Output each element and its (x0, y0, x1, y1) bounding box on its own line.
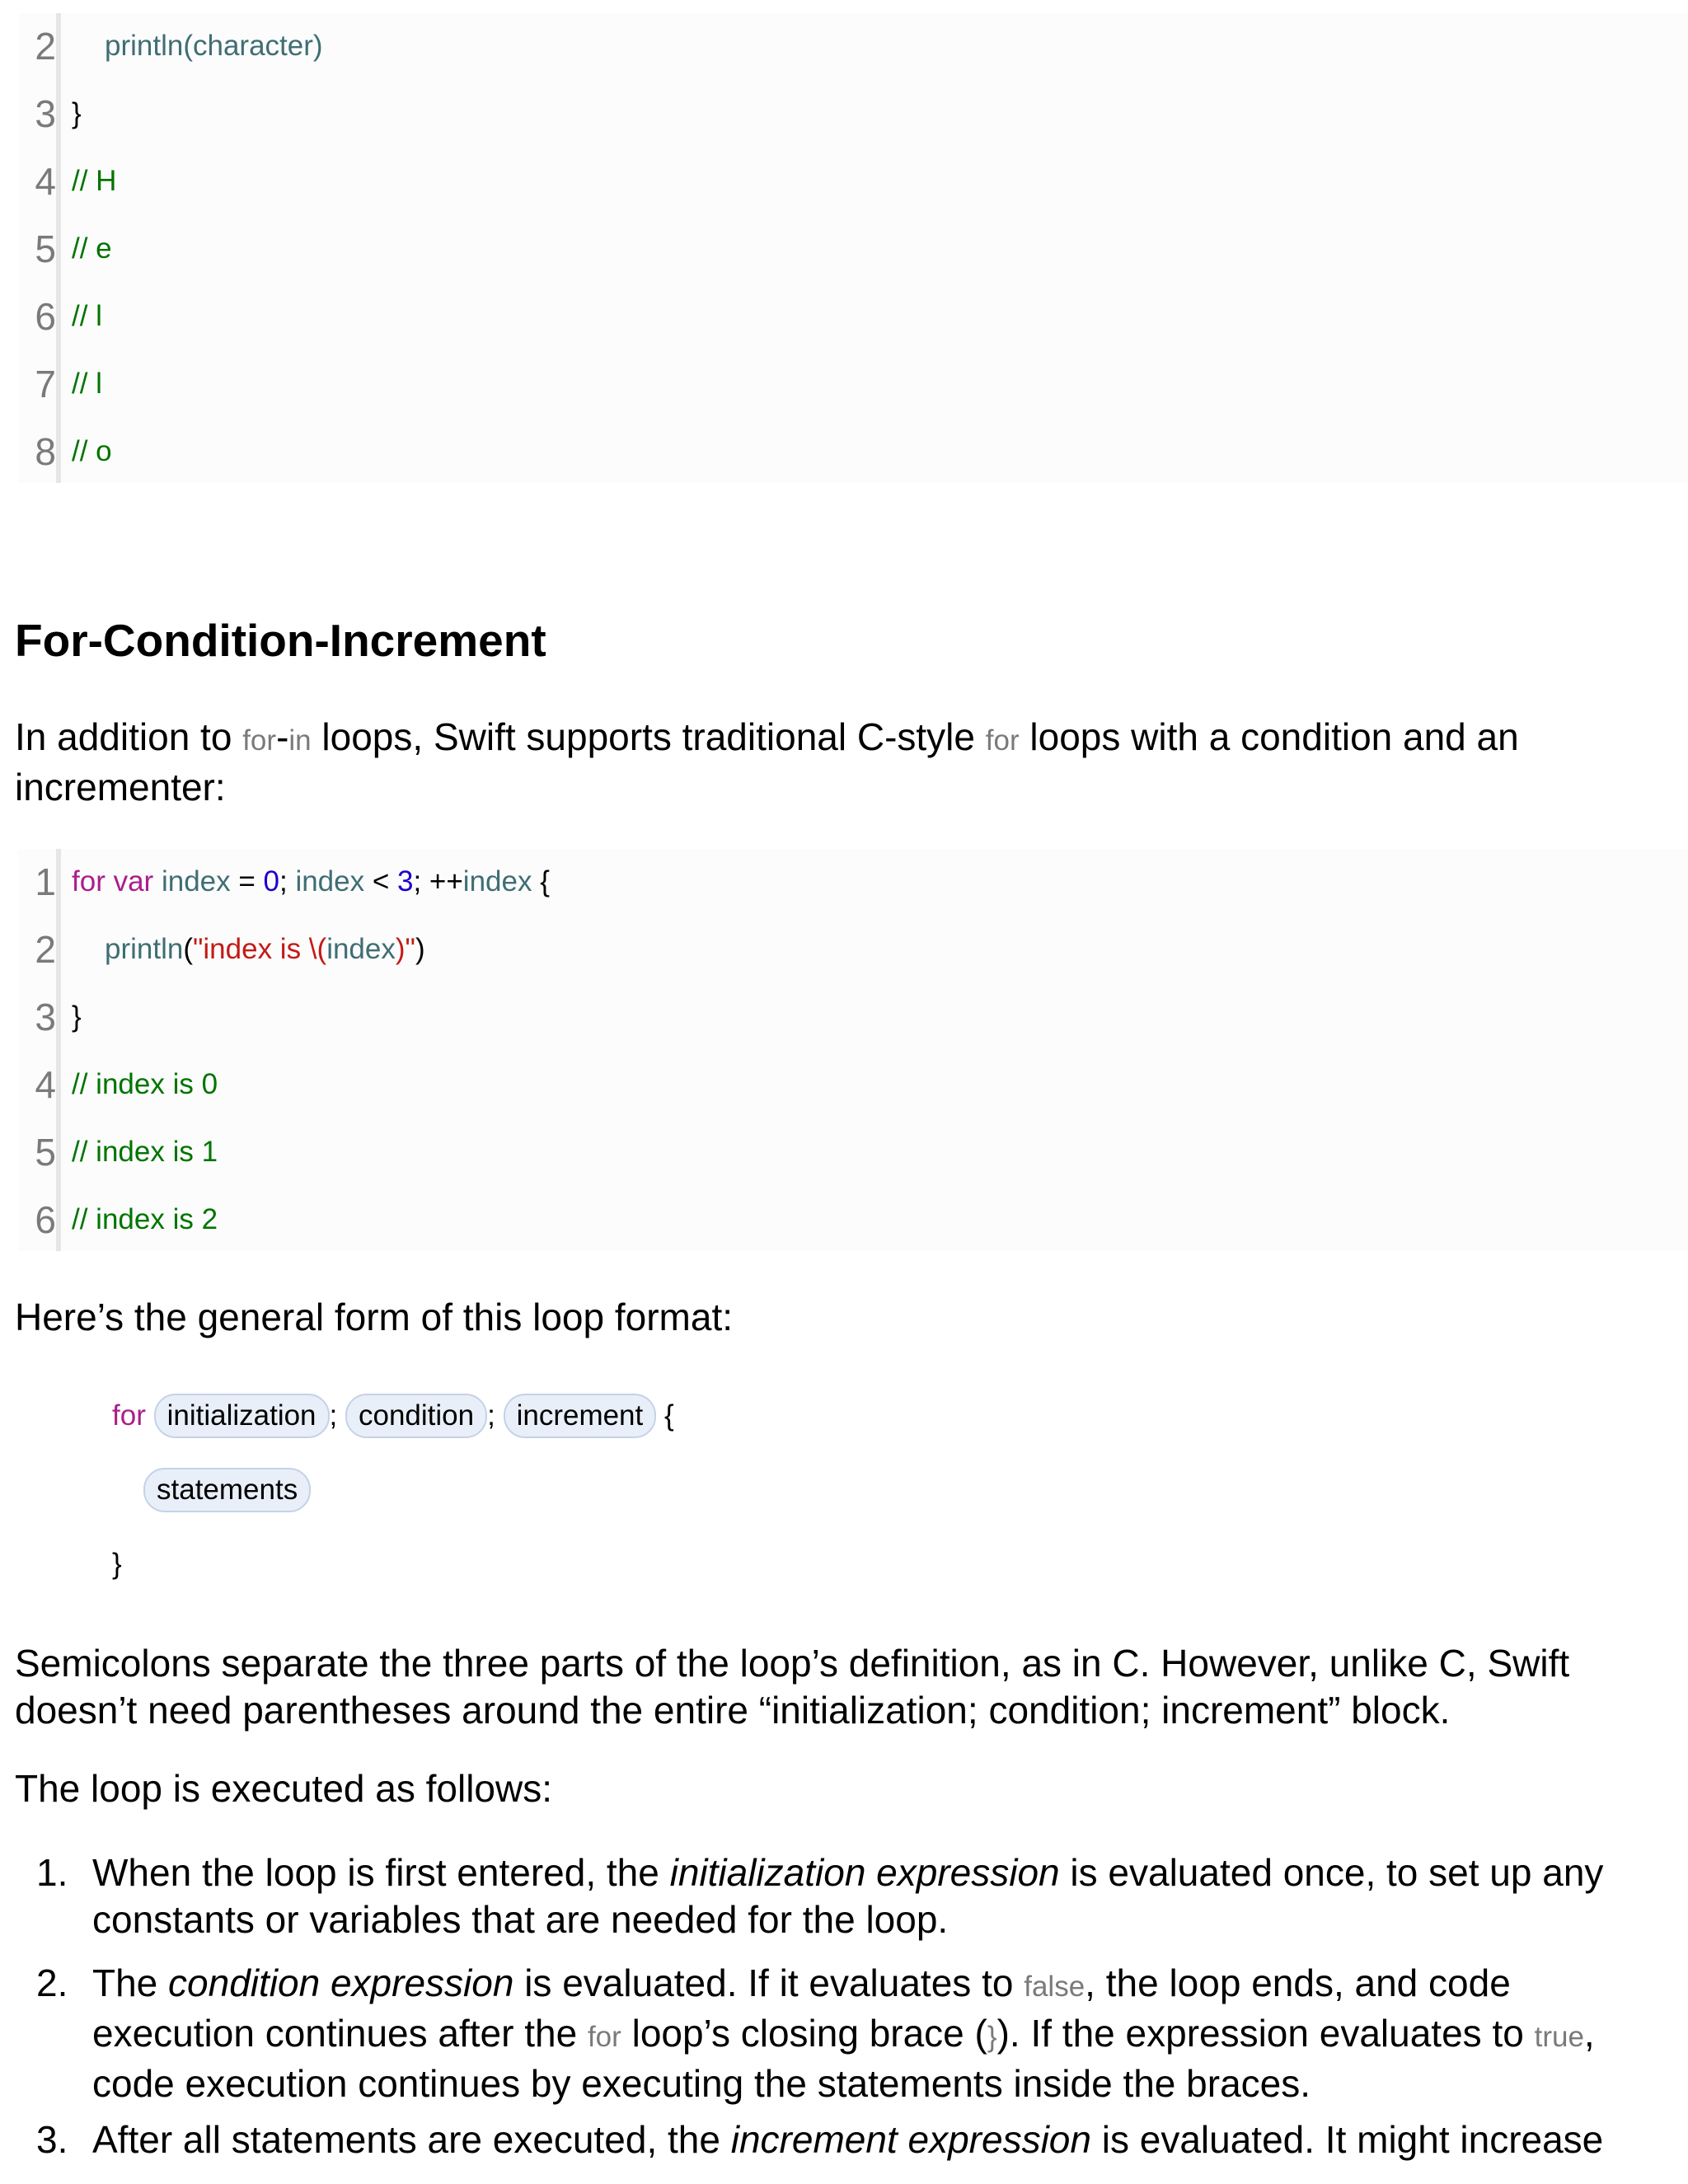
grammar-keyword-for: for (112, 1399, 146, 1432)
keyword-var: var (113, 865, 154, 898)
code-line (18, 984, 1688, 1050)
keyword-for: for (72, 865, 106, 898)
grammar-token-condition: condition (345, 1394, 487, 1438)
line-number: 7 (35, 363, 56, 405)
operator: ; ++ (413, 865, 463, 898)
intro-text: In addition to (15, 715, 243, 758)
grammar-open-brace: { (663, 1399, 674, 1432)
punctuation: ( (183, 933, 193, 965)
line-number: 8 (35, 430, 56, 473)
list-text: is evaluated. It might increase (1090, 2118, 1604, 2161)
grammar-semicolon: ; (487, 1399, 495, 1432)
line-number: 1 (35, 860, 56, 903)
identifier: println (105, 933, 184, 965)
intro-text: loops, Swift supports traditional C-style (311, 715, 986, 758)
grammar-line-2 (143, 1467, 311, 1513)
list-text: loop’s closing brace ( (621, 2012, 987, 2055)
code-text (105, 916, 425, 982)
list-text: is evaluated. If it evaluates to (513, 1961, 1025, 2004)
grammar-token-statements: statements (143, 1468, 311, 1512)
code-line (18, 849, 1688, 915)
code-line (18, 13, 1688, 79)
list-item-text (92, 1849, 1679, 1943)
code-text: } (72, 1001, 82, 1033)
emphasis: condition expression (168, 1961, 514, 2004)
code-line (18, 1052, 1688, 1118)
number-literal: 3 (397, 865, 414, 898)
line-number: 2 (35, 928, 56, 971)
punctuation: ; (279, 865, 296, 898)
list-item-text (92, 1960, 1679, 2107)
identifier: index (462, 865, 532, 898)
line-number: 4 (35, 1063, 56, 1106)
code-line (18, 1119, 1688, 1185)
code-line (18, 419, 1688, 485)
grammar-line-1 (112, 1393, 674, 1439)
list-item-number: 1. (36, 1851, 68, 1894)
section-heading: For-Condition-Increment (15, 615, 546, 666)
inline-code-brace: } (987, 2021, 997, 2053)
list-item-number: 2. (36, 1961, 68, 2004)
grammar-token-increment: increment (504, 1394, 657, 1438)
line-number: 3 (35, 92, 56, 135)
inline-code-true: true (1534, 2021, 1584, 2053)
inline-code-in: in (288, 724, 312, 757)
intro-text: loops with a condition and an incrementer: (15, 715, 1519, 808)
list-text: The (92, 1961, 169, 2004)
grammar-close-brace: } (112, 1548, 122, 1580)
code-line (18, 148, 1688, 214)
inline-code-for: for (587, 2021, 621, 2053)
grammar-semicolon: ; (329, 1399, 338, 1432)
code-line (18, 81, 1688, 147)
list-text: When the loop is first entered, the (92, 1851, 670, 1894)
code-line (18, 351, 1688, 417)
inline-code-for: for (242, 724, 277, 757)
list-text: , code execution continues by executing the statements inside the braces. (92, 2012, 1595, 2105)
code-block-for-loop (18, 849, 1688, 1251)
identifier: index (161, 865, 231, 898)
code-line (18, 284, 1688, 349)
string-literal: "index is \( (192, 933, 327, 965)
list-text: is evaluated once, to set up any constants or variables that are needed for the loop. (92, 1851, 1604, 1941)
code-comment: // o (72, 435, 112, 467)
executed-paragraph: The loop is executed as follows: (15, 1767, 553, 1810)
punctuation: { (532, 865, 550, 898)
code-line (18, 1187, 1688, 1253)
code-comment: // e (72, 232, 112, 265)
intro-text: - (276, 715, 289, 758)
list-item-number: 3. (36, 2118, 68, 2161)
code-text: } (72, 97, 82, 129)
code-text (72, 849, 550, 915)
code-comment: // index is 1 (72, 1136, 218, 1168)
intro-paragraph (15, 714, 1672, 811)
line-number: 4 (35, 160, 56, 203)
line-number: 2 (35, 25, 56, 68)
line-number: 5 (35, 1131, 56, 1174)
line-number: 3 (35, 996, 56, 1038)
line-number: 6 (35, 1198, 56, 1241)
emphasis: initialization expression (669, 1851, 1060, 1894)
punctuation: ) (415, 933, 425, 965)
code-block-characters (18, 13, 1688, 483)
list-text: , the loop ends, and code execution continues after the (92, 1961, 1511, 2055)
line-number: 5 (35, 227, 56, 270)
code-text: println(character) (105, 30, 323, 62)
semicolons-paragraph: Semicolons separate the three parts of the loop’s definition, as in C. However, unlike C, Swift doesn’t need parentheses around the entire “initialization; condition; increment” block. (15, 1642, 1570, 1732)
emphasis: increment expression (730, 2118, 1091, 2161)
code-comment: // l (72, 368, 102, 400)
list-item-text (92, 2116, 1679, 2163)
grammar-line-3 (112, 1541, 122, 1587)
identifier: index (295, 865, 365, 898)
code-comment: // index is 2 (72, 1203, 218, 1235)
code-line (18, 916, 1688, 982)
line-number: 6 (35, 295, 56, 338)
string-literal: )" (395, 933, 415, 965)
code-comment: // l (72, 300, 102, 332)
inline-code-false: false (1024, 1971, 1085, 2003)
identifier: index (326, 933, 396, 965)
operator: = (230, 865, 264, 898)
code-line (18, 216, 1688, 282)
code-comment: // index is 0 (72, 1068, 218, 1100)
number-literal: 0 (263, 865, 279, 898)
general-form-paragraph: Here’s the general form of this loop format: (15, 1296, 734, 1338)
list-text: ). If the expression evaluates to (996, 2012, 1535, 2055)
list-text: After all statements are executed, the (92, 2118, 731, 2161)
code-comment: // H (72, 165, 117, 197)
inline-code-for: for (985, 724, 1020, 757)
grammar-token-initialization: initialization (154, 1394, 330, 1438)
operator: < (364, 865, 397, 898)
